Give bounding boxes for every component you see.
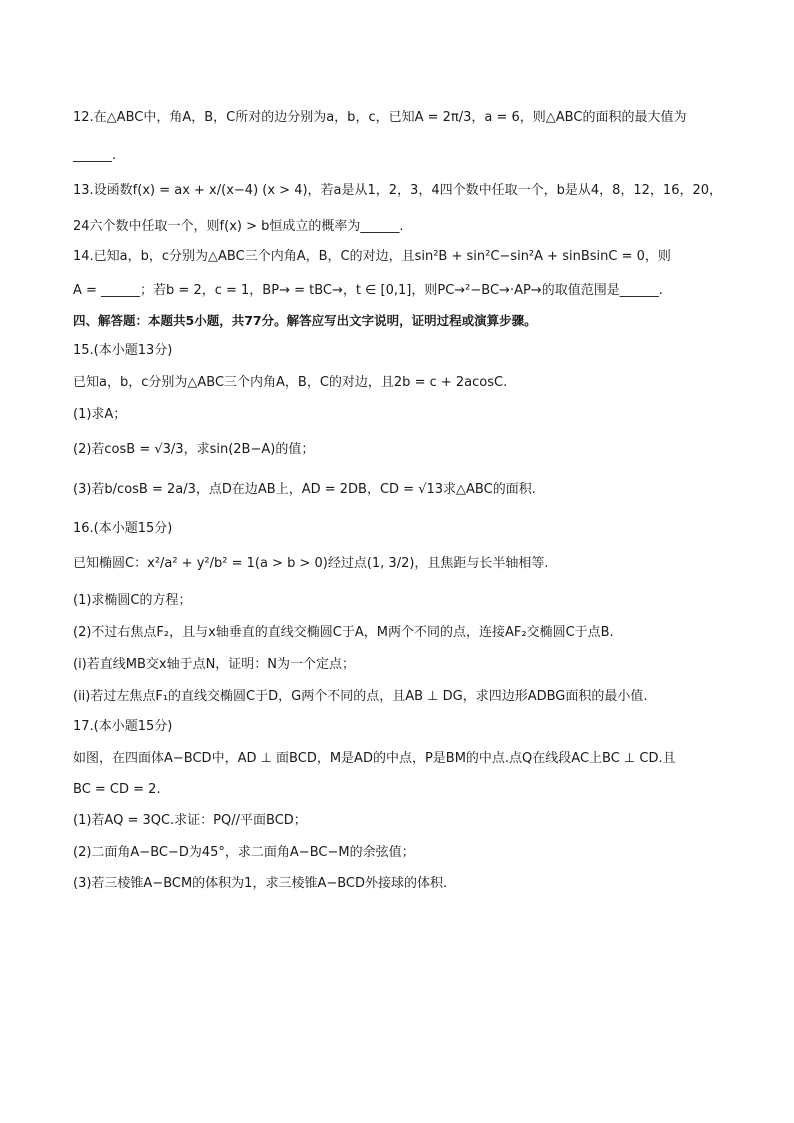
text-line: 14.已知a，b，c分别为△ABC三个内角A，B，C的对边，且sin²B + sin²C−sin²A + sinBsinC = 0，则: [73, 249, 671, 264]
text-line: 已知椭圆C：x²/a² + y²/b² = 1(a > b > 0)经过点(1, 3/2)，且焦距与长半轴相等.: [73, 556, 549, 571]
text-line: 24六个数中任取一个，则f(x) > b恒成立的概率为______.: [73, 219, 404, 234]
text-line: (2)不过右焦点F₂，且与x轴垂直的直线交椭圆C于A，M两个不同的点，连接AF₂交椭圆C于点B.: [73, 625, 614, 640]
text-line: ______.: [73, 148, 117, 163]
text-line: (3)若b/cosB = 2a/3，点D在边AB上，AD = 2DB，CD = √13求△ABC的面积.: [73, 482, 536, 497]
section-heading: 四、解答题：本题共5小题，共77分。解答应写出文字说明，证明过程或演算步骤。: [73, 313, 537, 328]
text-line: 15.(本小题13分): [73, 343, 173, 358]
text-line: (3)若三棱锥A−BCM的体积为1，求三棱锥A−BCD外接球的体积.: [73, 876, 448, 891]
text-line: (2)若cosB = √3/3，求sin(2B−A)的值；: [73, 442, 315, 457]
text-line: 16.(本小题15分): [73, 521, 173, 536]
text-line: (1)求椭圆C的方程；: [73, 593, 192, 608]
text-line: 17.(本小题15分): [73, 719, 173, 734]
text-line: 已知a，b，c分别为△ABC三个内角A，B，C的对边，且2b = c + 2acosC.: [73, 375, 508, 390]
text-line: (1)若AQ = 3QC.求证：PQ//平面BCD；: [73, 813, 307, 828]
text-line: BC = CD = 2.: [73, 782, 161, 797]
text-line: (2)二面角A−BC−D为45°，求二面角A−BC−M的余弦值；: [73, 845, 415, 860]
text-line: 如图，在四面体A−BCD中，AD ⊥ 面BCD，M是AD的中点，P是BM的中点.点Q在线段AC上BC ⊥ CD.且: [73, 751, 676, 766]
text-line: 12.在△ABC中，角A，B，C所对的边分别为a，b，c，已知A = 2π/3，a = 6，则△ABC的面积的最大值为: [73, 110, 687, 125]
text-line: A = ______；若b = 2，c = 1，BP→ = tBC→，t ∈ [0,1]，则PC→²−BC→·AP→的取值范围是______.: [73, 283, 663, 298]
text-line: (i)若直线MB交x轴于点N，证明：N为一个定点；: [73, 657, 356, 672]
text-line: 13.设函数f(x) = ax + x/(x−4) (x > 4)，若a是从1，2，3，4四个数中任取一个，b是从4，8，12，16，20，: [73, 183, 723, 198]
text-line: (ii)若过左焦点F₁的直线交椭圆C于D，G两个不同的点，且AB ⊥ DG，求四边形ADBG面积的最小值.: [73, 689, 648, 704]
text-line: (1)求A；: [73, 407, 127, 422]
